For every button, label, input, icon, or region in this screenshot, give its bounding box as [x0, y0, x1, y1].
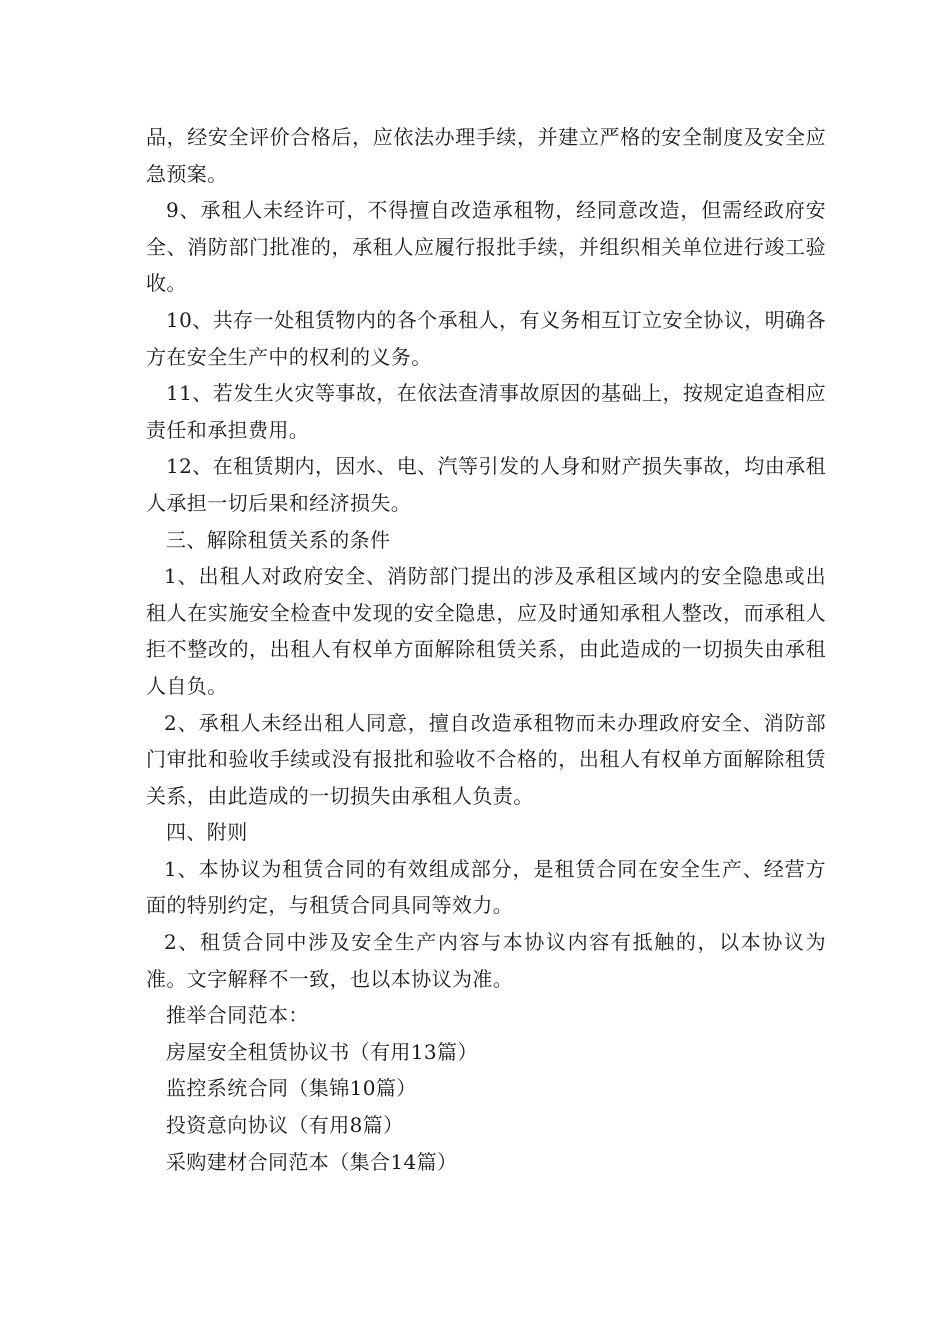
section-heading-3: 三、解除租赁关系的条件	[166, 527, 391, 552]
recommend-title: 推举合同范本：	[166, 1003, 309, 1028]
clause-9: 9、承租人未经许可，不得擅自改造承租物，经同意改造，但需经政府安全、消防部门批准的，承租人应履行报批手续，并组织相关单位进行竣工验收。	[146, 198, 826, 296]
document-body	[146, 119, 826, 1180]
paragraph-continuation: 品，经安全评价合格后，应依法办理手续，并建立严格的安全制度及安全应急预案。	[146, 125, 826, 186]
recommend-link-3[interactable]: 投资意向协议（有用8篇）	[166, 1113, 404, 1138]
recommend-link-1[interactable]: 房屋安全租赁协议书（有用13篇）	[166, 1039, 478, 1064]
section3-clause-1: 1、出租人对政府安全、消防部门提出的涉及承租区域内的安全隐患或出租人在实施安全检查中发现的安全隐患，应及时通知承租人整改，而承租人拒不整改的，出租人有权单方面解除租赁关系，由此造成的一切损失由承租人自负。	[146, 564, 826, 698]
clause-10: 10、共存一处租赁物内的各个承租人，有义务相互订立安全协议，明确各方在安全生产中的权利的义务。	[146, 307, 826, 369]
section3-clause-2: 2、承租人未经出租人同意，擅自改造承租物而未办理政府安全、消防部门审批和验收手续或没有报批和验收不合格的，出租人有权单方面解除租赁关系，由此造成的一切损失由承租人负责。	[146, 710, 826, 808]
clause-12: 12、在租赁期内，因水、电、汽等引发的人身和财产损失事故，均由承租人承担一切后果和经济损失。	[146, 454, 826, 515]
section4-clause-1: 1、本协议为租赁合同的有效组成部分，是租赁合同在安全生产、经营方面的特别约定，与租赁合同具同等效力。	[146, 856, 826, 918]
clause-11: 11、若发生火灾等事故，在依法查清事故原因的基础上，按规定追查相应责任和承担费用。	[146, 381, 826, 442]
section4-clause-2: 2、租赁合同中涉及安全生产内容与本协议内容有抵触的，以本协议为准。文字解释不一致，也以本协议为准。	[146, 930, 826, 991]
section-heading-4: 四、附则	[166, 820, 248, 845]
recommend-link-2[interactable]: 监控系统合同（集锦10篇）	[166, 1076, 417, 1101]
recommend-link-4[interactable]: 采购建材合同范本（集合14篇）	[166, 1149, 458, 1174]
